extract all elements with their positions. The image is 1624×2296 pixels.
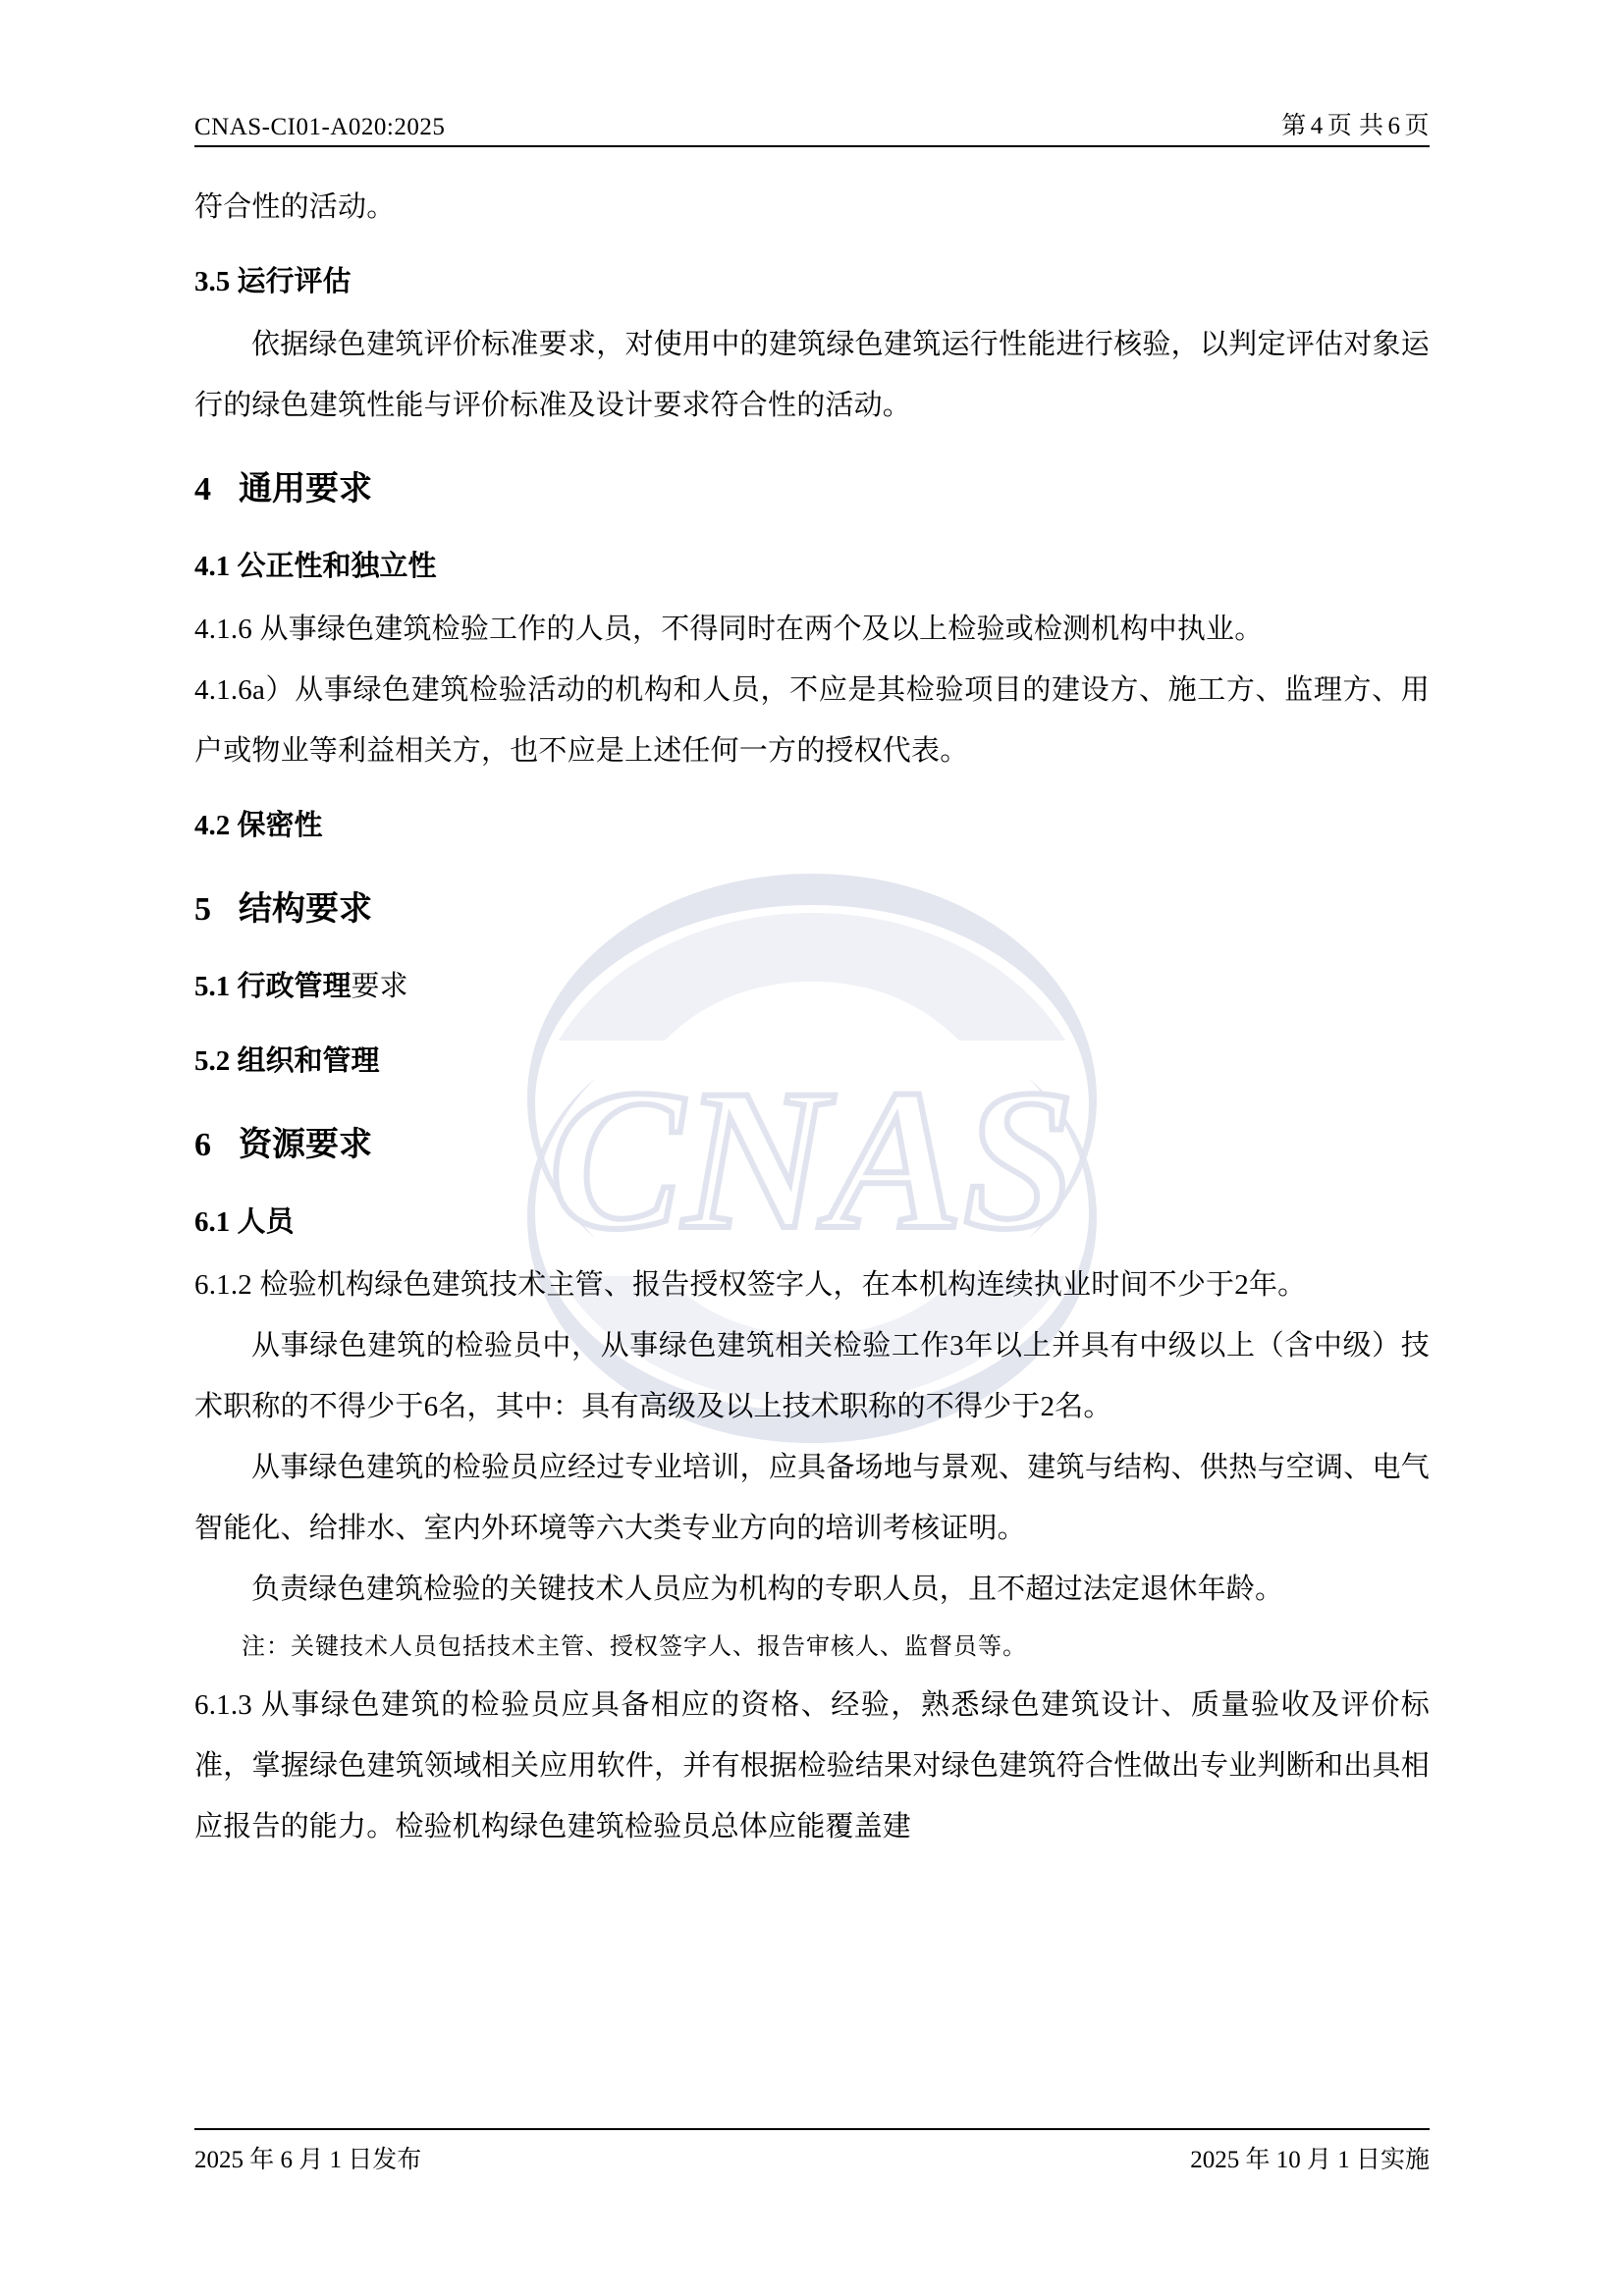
page-number — [1281, 106, 1430, 141]
heading-5 — [194, 878, 1430, 942]
heading-4-1: 4.1 公正性和独立性 — [194, 551, 437, 582]
paragraph-3-5: 依据绿色建筑评价标准要求，对使用中的建筑绿色建筑运行性能进行核验，以判定评估对象运行的绿色建筑性能与评价标准及设计要求符合性的活动。 — [194, 329, 1430, 421]
page-mid-label: 页 共 — [1326, 113, 1384, 139]
heading-5-2: 5.2 组织和管理 — [194, 1045, 380, 1077]
paragraph-6-1-2: 6.1.2 检验机构绿色建筑技术主管、报告授权签字人，在本机构连续执业时间不少于2年。 — [194, 1269, 1307, 1301]
issue-date: 2025 年 6 月 1 日发布 — [194, 2147, 422, 2173]
document-body — [194, 177, 1430, 1857]
heading-6-number: 6 — [194, 1127, 211, 1163]
paragraph-4-1-6a: 4.1.6a）从事绿色建筑检验活动的机构和人员，不应是其检验项目的建设方、施工方、监理方、用户或物业等利益相关方，也不应是上述任何一方的授权代表。 — [194, 674, 1430, 767]
heading-4-2: 4.2 保密性 — [194, 810, 323, 841]
page-header — [194, 106, 1430, 141]
page-prefix-label: 第 — [1281, 113, 1307, 139]
heading-4-title: 通用要求 — [239, 471, 372, 507]
page-suffix-label: 页 — [1404, 113, 1430, 139]
heading-6-title: 资源要求 — [239, 1127, 372, 1163]
heading-5-number: 5 — [194, 891, 211, 928]
carry-over-paragraph: 符合性的活动。 — [194, 191, 396, 223]
heading-4 — [194, 457, 1430, 522]
paragraph-4-1-6: 4.1.6 从事绿色建筑检验工作的人员，不得同时在两个及以上检验或检测机构中执业。 — [194, 614, 1264, 645]
effective-date: 2025 年 10 月 1 日实施 — [1190, 2147, 1430, 2173]
page-current-number: 4 — [1310, 113, 1324, 139]
paragraph-training: 从事绿色建筑的检验员应经过专业培训，应具备场地与景观、建筑与结构、供热与空调、电气智能化、给排水、室内外环境等六大类专业方向的培训考核证明。 — [194, 1452, 1430, 1544]
paragraph-6-1-3: 6.1.3 从事绿色建筑的检验员应具备相应的资格、经验，熟悉绿色建筑设计、质量验收及评价标准，掌握绿色建筑领域相关应用软件，并有根据检验结果对绿色建筑符合性做出专业判断和出具相应报告的能力。检验机构绿色建筑检验员总体应能覆盖建 — [194, 1689, 1430, 1842]
page-total-number: 6 — [1387, 113, 1401, 139]
heading-5-1-light: 要求 — [351, 971, 408, 1002]
page-footer — [194, 2140, 1430, 2175]
note-key-staff: 注：关键技术人员包括技术主管、授权签字人、报告审核人、监督员等。 — [242, 1634, 1027, 1660]
document-code: CNAS-CI01-A020:2025 — [194, 114, 446, 140]
paragraph-key-staff: 负责绿色建筑检验的关键技术人员应为机构的专职人员，且不超过法定退休年龄。 — [251, 1574, 1284, 1605]
heading-5-title: 结构要求 — [239, 891, 372, 928]
heading-6 — [194, 1113, 1430, 1178]
paragraph-inspectors: 从事绿色建筑的检验员中，从事绿色建筑相关检验工作3年以上并具有中级以上（含中级）技术职称的不得少于6名，其中：具有高级及以上技术职称的不得少于2名。 — [194, 1330, 1430, 1422]
header-divider — [194, 145, 1430, 147]
footer-divider — [194, 2128, 1430, 2130]
heading-5-1-bold: 5.1 行政管理 — [194, 971, 352, 1002]
svg-text:CNAS: CNAS — [549, 1048, 1075, 1271]
heading-5-1 — [194, 956, 1430, 1017]
heading-3-5: 3.5 运行评估 — [194, 266, 352, 297]
heading-6-1: 6.1 人员 — [194, 1206, 295, 1238]
heading-4-number: 4 — [194, 471, 211, 507]
